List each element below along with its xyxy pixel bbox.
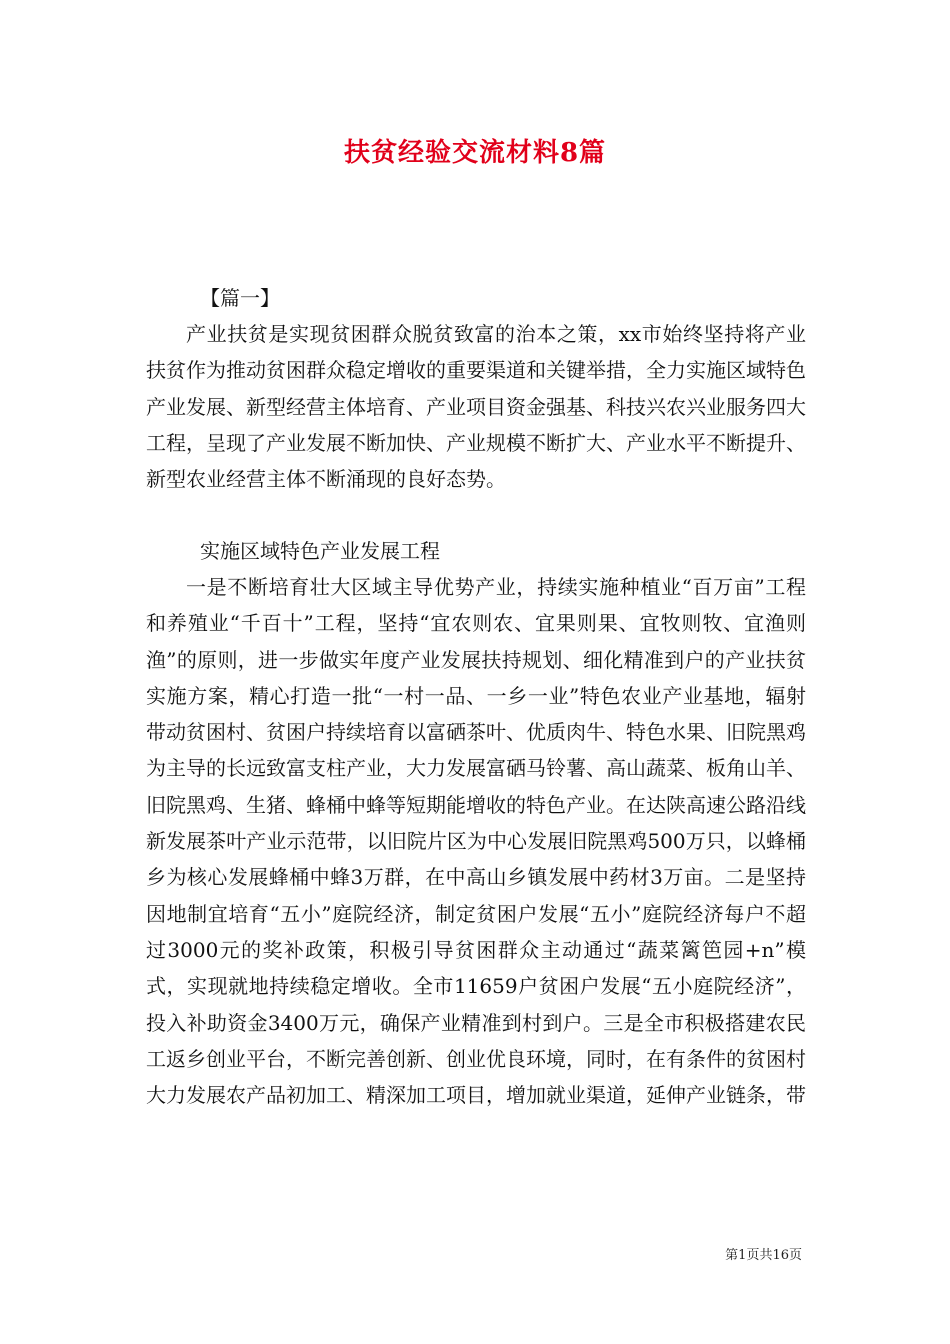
page-number-footer: 第1页共16页 [725,1248,802,1263]
body-paragraph-1: 产业扶贫是实现贫困群众脱贫致富的治本之策，xx市始终坚持将产业扶贫作为推动贫困群众稳定增收的重要渠道和关键举措，全力实施区域特色产业发展、新型经营主体培育、产业项目资金强基、科技兴农兴业服务四大工程，呈现了产业发展不断加快、产业规模不断扩大、产业水平不断提升、新型农业经营主体不断涌现的良好态势。 [146,322,806,492]
body-paragraph-2: 一是不断培育壮大区域主导优势产业，持续实施种植业“百万亩”工程和养殖业“千百十”工程，坚持“宜农则农、宜果则果、宜牧则牧、宜渔则渔”的原则，进一步做实年度产业发展扶持规划、细化精准到户的产业扶贫实施方案，精心打造一批“一村一品、一乡一业”特色农业产业基地，辐射带动贫困村、贫困户持续培育以富硒茶叶、优质肉牛、特色水果、旧院黑鸡为主导的长远致富支柱产业，大力发展富硒马铃薯、高山蔬菜、板角山羊、旧院黑鸡、生猪、蜂桶中蜂等短期能增收的特色产业。在达陕高速公路沿线新发展茶叶产业示范带，以旧院片区为中心发展旧院黑鸡500万只，以蜂桶乡为核心发展蜂桶中蜂3万群，在中高山乡镇发展中药材3万亩。二是坚持因地制宜培育“五小”庭院经济，制定贫困户发展“五小”庭院经济每户不超过3000元的奖补政策，积极引导贫困群众主动通过“蔬菜篱笆园+n”模式，实现就地持续稳定增收。全市11659户贫困户发展“五小庭院经济”，投入补助资金3400万元，确保产业精准到村到户。三是全市积极搭建农民工返乡创业平台，不断完善创新、创业优良环境，同时，在有条件的贫困村大力发展农产品初加工、精深加工项目，增加就业渠道，延伸产业链条，带 [146,575,806,1108]
section-heading: 【篇一】 [200,286,280,310]
page-title: 扶贫经验交流材料8篇 [343,138,607,168]
subheading: 实施区域特色产业发展工程 [200,539,440,563]
